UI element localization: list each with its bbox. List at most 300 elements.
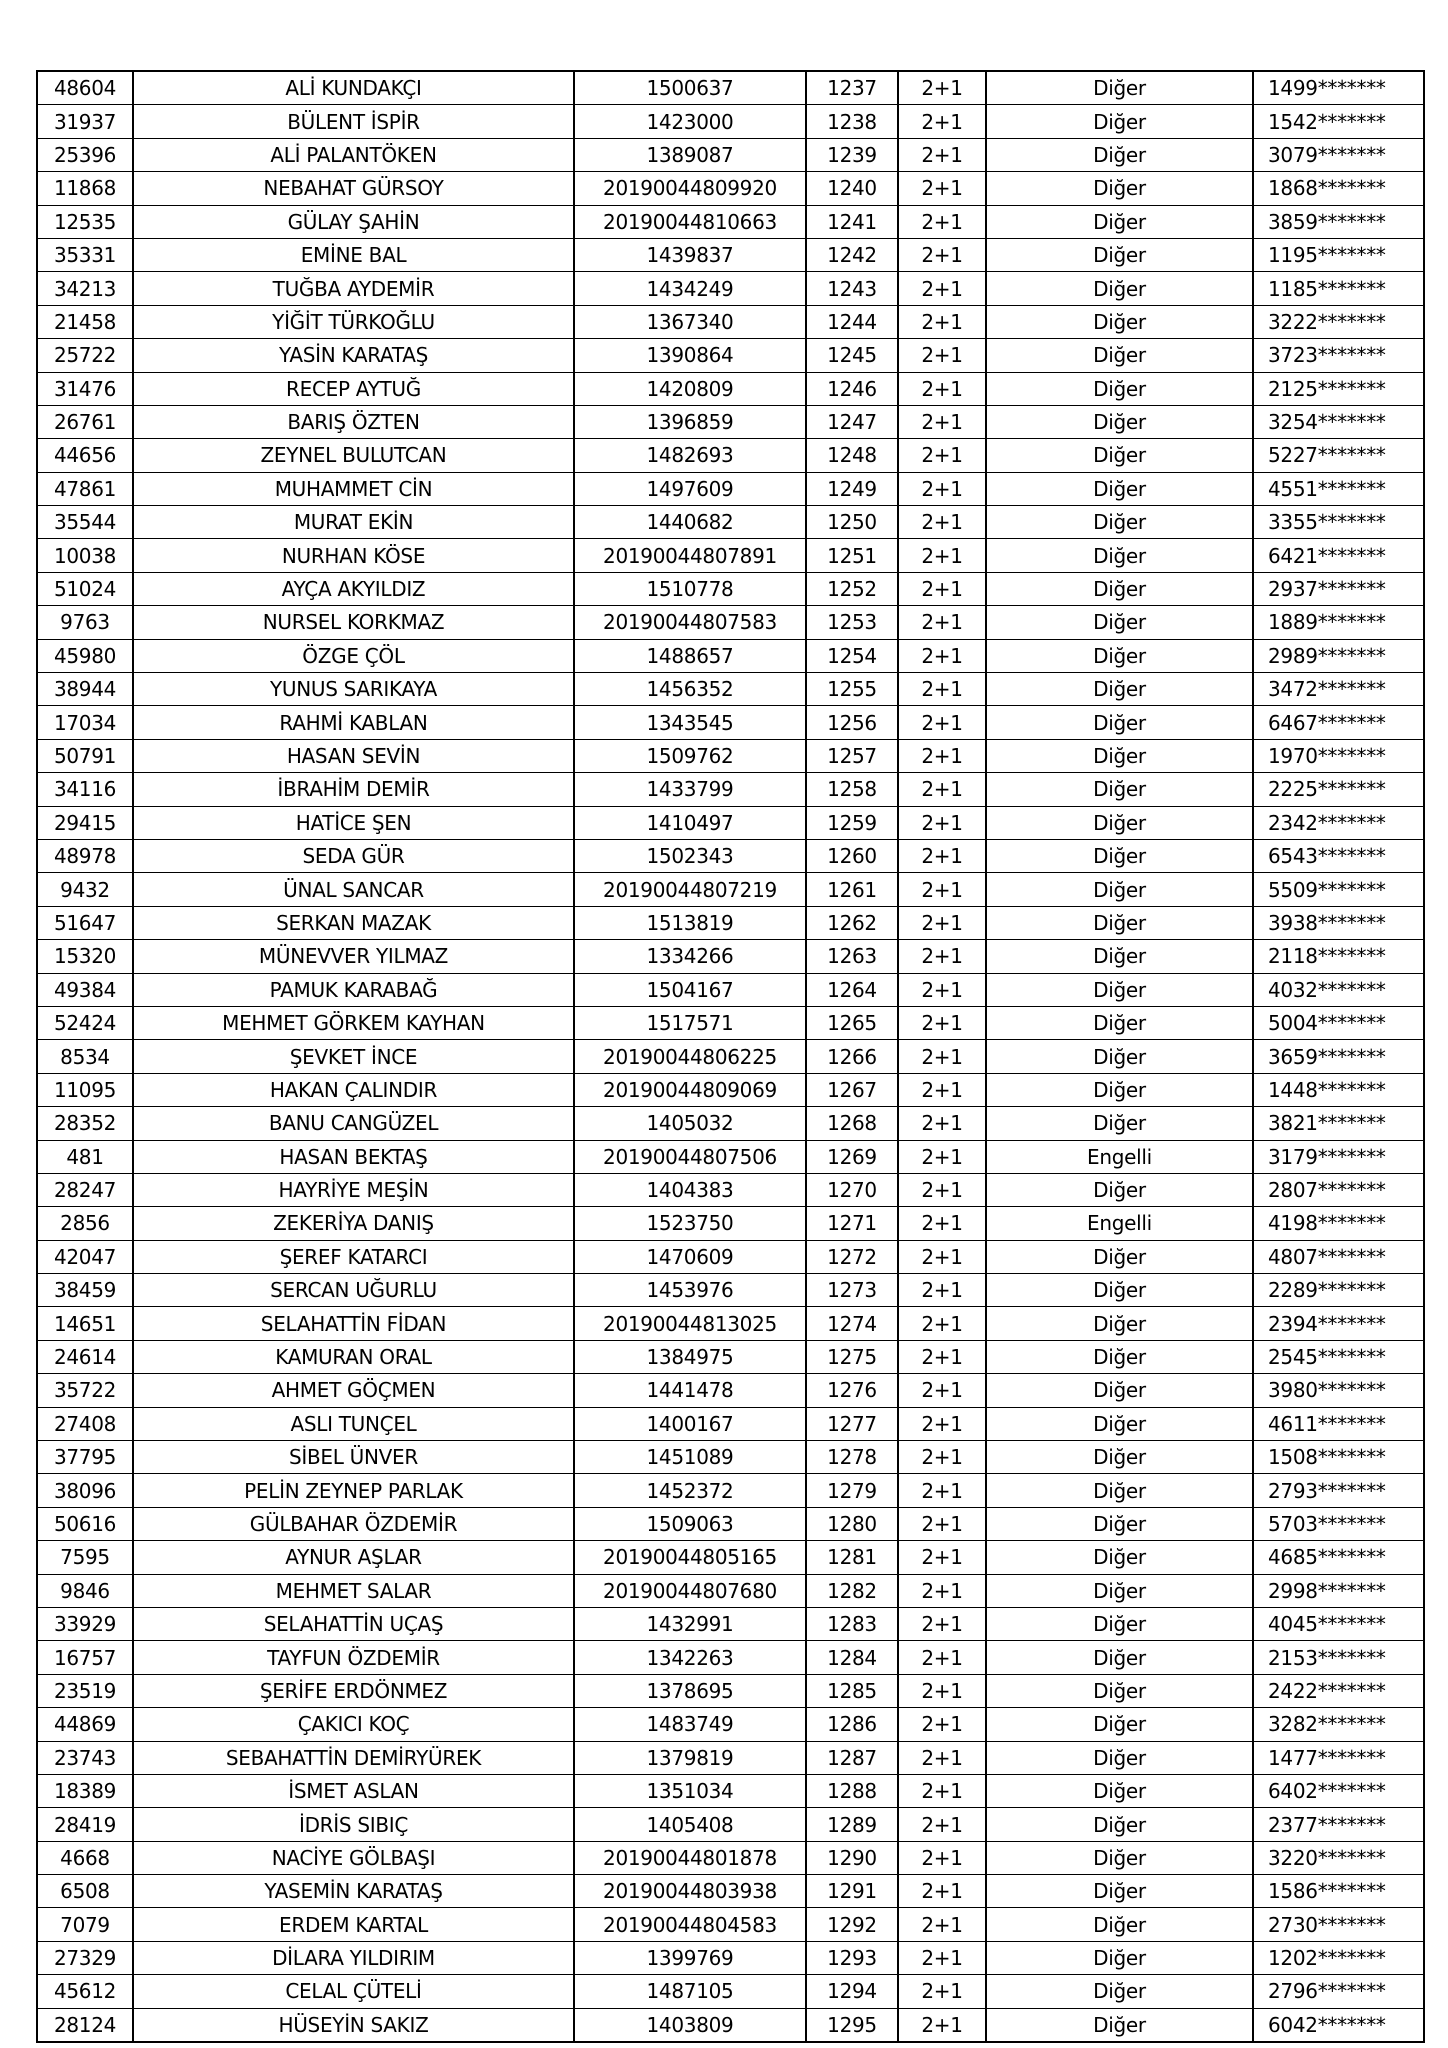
room-type-cell: 2+1	[898, 1975, 986, 2008]
masked-id-cell: 4032*******	[1253, 973, 1424, 1006]
order-number-cell: 1272	[806, 1240, 898, 1273]
application-number-cell: 1451089	[574, 1441, 806, 1474]
order-number-cell: 1265	[806, 1006, 898, 1039]
masked-id-cell: 1477*******	[1253, 1741, 1424, 1774]
category-cell: Diğer	[986, 1274, 1253, 1307]
masked-id-cell: 1970*******	[1253, 739, 1424, 772]
application-number-cell: 20190044813025	[574, 1307, 806, 1340]
masked-id-cell: 2730*******	[1253, 1908, 1424, 1941]
application-number-cell: 20190044807506	[574, 1140, 806, 1173]
name-cell: MUHAMMET CİN	[133, 472, 574, 505]
application-number-cell: 1403809	[574, 2008, 806, 2042]
masked-id-cell: 4198*******	[1253, 1207, 1424, 1240]
category-cell: Diğer	[986, 1908, 1253, 1941]
name-cell: ALİ PALANTÖKEN	[133, 138, 574, 171]
row-id-cell: 35544	[37, 506, 133, 539]
category-cell: Diğer	[986, 1708, 1253, 1741]
row-id-cell: 51024	[37, 572, 133, 605]
table-row	[37, 2008, 1424, 2042]
order-number-cell: 1238	[806, 105, 898, 138]
category-cell: Diğer	[986, 1006, 1253, 1039]
category-cell: Diğer	[986, 572, 1253, 605]
masked-id-cell: 2937*******	[1253, 572, 1424, 605]
application-number-cell: 1420809	[574, 372, 806, 405]
name-cell: ŞEREF KATARCI	[133, 1240, 574, 1273]
name-cell: ALİ KUNDAKÇI	[133, 71, 574, 105]
order-number-cell: 1281	[806, 1541, 898, 1574]
row-id-cell: 48604	[37, 71, 133, 105]
room-type-cell: 2+1	[898, 1541, 986, 1574]
masked-id-cell: 4551*******	[1253, 472, 1424, 505]
masked-id-cell: 4045*******	[1253, 1607, 1424, 1640]
table-row	[37, 238, 1424, 271]
category-cell: Diğer	[986, 1374, 1253, 1407]
application-number-cell: 1523750	[574, 1207, 806, 1240]
room-type-cell: 2+1	[898, 1240, 986, 1273]
room-type-cell: 2+1	[898, 706, 986, 739]
name-cell: PAMUK KARABAĞ	[133, 973, 574, 1006]
table-row	[37, 1140, 1424, 1173]
row-id-cell: 33929	[37, 1607, 133, 1640]
name-cell: DİLARA YILDIRIM	[133, 1941, 574, 1974]
masked-id-cell: 5227*******	[1253, 439, 1424, 472]
category-cell: Diğer	[986, 138, 1253, 171]
category-cell: Diğer	[986, 1340, 1253, 1373]
room-type-cell: 2+1	[898, 1140, 986, 1173]
order-number-cell: 1295	[806, 2008, 898, 2042]
table-row	[37, 639, 1424, 672]
name-cell: ZEYNEL BULUTCAN	[133, 439, 574, 472]
row-id-cell: 35722	[37, 1374, 133, 1407]
table-row	[37, 1541, 1424, 1574]
row-id-cell: 9763	[37, 606, 133, 639]
name-cell: NEBAHAT GÜRSOY	[133, 172, 574, 205]
name-cell: SEDA GÜR	[133, 839, 574, 872]
category-cell: Diğer	[986, 105, 1253, 138]
row-id-cell: 47861	[37, 472, 133, 505]
masked-id-cell: 2422*******	[1253, 1674, 1424, 1707]
category-cell: Diğer	[986, 1507, 1253, 1540]
name-cell: MEHMET GÖRKEM KAYHAN	[133, 1006, 574, 1039]
order-number-cell: 1276	[806, 1374, 898, 1407]
category-cell: Diğer	[986, 1875, 1253, 1908]
room-type-cell: 2+1	[898, 906, 986, 939]
application-number-cell: 1453976	[574, 1274, 806, 1307]
category-cell: Diğer	[986, 773, 1253, 806]
category-cell: Diğer	[986, 439, 1253, 472]
row-id-cell: 38944	[37, 673, 133, 706]
table-row	[37, 1374, 1424, 1407]
application-number-cell: 1434249	[574, 272, 806, 305]
application-number-cell: 1482693	[574, 439, 806, 472]
name-cell: MURAT EKİN	[133, 506, 574, 539]
row-id-cell: 37795	[37, 1441, 133, 1474]
row-id-cell: 15320	[37, 940, 133, 973]
application-number-cell: 1509063	[574, 1507, 806, 1540]
table-row	[37, 138, 1424, 171]
row-id-cell: 21458	[37, 305, 133, 338]
room-type-cell: 2+1	[898, 1941, 986, 1974]
table-row	[37, 1340, 1424, 1373]
order-number-cell: 1242	[806, 238, 898, 271]
name-cell: YASEMİN KARATAŞ	[133, 1875, 574, 1908]
category-cell: Diğer	[986, 873, 1253, 906]
masked-id-cell: 1508*******	[1253, 1441, 1424, 1474]
application-number-cell: 1500637	[574, 71, 806, 105]
name-cell: HÜSEYİN SAKIZ	[133, 2008, 574, 2042]
masked-id-cell: 2125*******	[1253, 372, 1424, 405]
table-row	[37, 1240, 1424, 1273]
masked-id-cell: 2989*******	[1253, 639, 1424, 672]
masked-id-cell: 3222*******	[1253, 305, 1424, 338]
row-id-cell: 17034	[37, 706, 133, 739]
category-cell: Diğer	[986, 539, 1253, 572]
room-type-cell: 2+1	[898, 272, 986, 305]
row-id-cell: 28247	[37, 1173, 133, 1206]
row-id-cell: 50616	[37, 1507, 133, 1540]
row-id-cell: 481	[37, 1140, 133, 1173]
order-number-cell: 1293	[806, 1941, 898, 1974]
table-row	[37, 1207, 1424, 1240]
table-row	[37, 1941, 1424, 1974]
order-number-cell: 1269	[806, 1140, 898, 1173]
row-id-cell: 24614	[37, 1340, 133, 1373]
name-cell: RAHMİ KABLAN	[133, 706, 574, 739]
application-number-cell: 1378695	[574, 1674, 806, 1707]
masked-id-cell: 2377*******	[1253, 1808, 1424, 1841]
table-row	[37, 1607, 1424, 1640]
application-number-cell: 1390864	[574, 339, 806, 372]
table-row	[37, 506, 1424, 539]
application-number-cell: 1513819	[574, 906, 806, 939]
category-cell: Diğer	[986, 472, 1253, 505]
masked-id-cell: 3282*******	[1253, 1708, 1424, 1741]
name-cell: HAYRİYE MEŞİN	[133, 1173, 574, 1206]
name-cell: BARIŞ ÖZTEN	[133, 405, 574, 438]
room-type-cell: 2+1	[898, 1173, 986, 1206]
row-id-cell: 6508	[37, 1875, 133, 1908]
room-type-cell: 2+1	[898, 1841, 986, 1874]
name-cell: ÜNAL SANCAR	[133, 873, 574, 906]
order-number-cell: 1243	[806, 272, 898, 305]
row-id-cell: 14651	[37, 1307, 133, 1340]
order-number-cell: 1247	[806, 405, 898, 438]
category-cell: Diğer	[986, 2008, 1253, 2042]
room-type-cell: 2+1	[898, 572, 986, 605]
masked-id-cell: 3254*******	[1253, 405, 1424, 438]
application-number-cell: 1384975	[574, 1340, 806, 1373]
name-cell: RECEP AYTUĞ	[133, 372, 574, 405]
category-cell: Diğer	[986, 339, 1253, 372]
masked-id-cell: 3723*******	[1253, 339, 1424, 372]
order-number-cell: 1249	[806, 472, 898, 505]
category-cell: Engelli	[986, 1140, 1253, 1173]
category-cell: Diğer	[986, 973, 1253, 1006]
row-id-cell: 25722	[37, 339, 133, 372]
order-number-cell: 1240	[806, 172, 898, 205]
table-row	[37, 405, 1424, 438]
room-type-cell: 2+1	[898, 1073, 986, 1106]
application-number-cell: 1470609	[574, 1240, 806, 1273]
masked-id-cell: 1889*******	[1253, 606, 1424, 639]
masked-id-cell: 3472*******	[1253, 673, 1424, 706]
masked-id-cell: 1542*******	[1253, 105, 1424, 138]
category-cell: Diğer	[986, 1474, 1253, 1507]
category-cell: Engelli	[986, 1207, 1253, 1240]
room-type-cell: 2+1	[898, 1006, 986, 1039]
table-row	[37, 1040, 1424, 1073]
category-cell: Diğer	[986, 172, 1253, 205]
order-number-cell: 1285	[806, 1674, 898, 1707]
room-type-cell: 2+1	[898, 739, 986, 772]
category-cell: Diğer	[986, 1607, 1253, 1640]
name-cell: YUNUS SARIKAYA	[133, 673, 574, 706]
name-cell: SİBEL ÜNVER	[133, 1441, 574, 1474]
application-number-cell: 1510778	[574, 572, 806, 605]
table-row	[37, 272, 1424, 305]
application-number-cell: 1410497	[574, 806, 806, 839]
row-id-cell: 2856	[37, 1207, 133, 1240]
category-cell: Diğer	[986, 673, 1253, 706]
category-cell: Diğer	[986, 940, 1253, 973]
order-number-cell: 1257	[806, 739, 898, 772]
category-cell: Diğer	[986, 839, 1253, 872]
category-cell: Diğer	[986, 1541, 1253, 1574]
room-type-cell: 2+1	[898, 973, 986, 1006]
masked-id-cell: 2793*******	[1253, 1474, 1424, 1507]
order-number-cell: 1244	[806, 305, 898, 338]
order-number-cell: 1294	[806, 1975, 898, 2008]
application-number-cell: 1343545	[574, 706, 806, 739]
table-row	[37, 105, 1424, 138]
room-type-cell: 2+1	[898, 1407, 986, 1440]
order-number-cell: 1267	[806, 1073, 898, 1106]
room-type-cell: 2+1	[898, 138, 986, 171]
room-type-cell: 2+1	[898, 1274, 986, 1307]
category-cell: Diğer	[986, 71, 1253, 105]
masked-id-cell: 2394*******	[1253, 1307, 1424, 1340]
table-row	[37, 606, 1424, 639]
order-number-cell: 1273	[806, 1274, 898, 1307]
category-cell: Diğer	[986, 1808, 1253, 1841]
table-row	[37, 1107, 1424, 1140]
table-row	[37, 1274, 1424, 1307]
name-cell: SERKAN MAZAK	[133, 906, 574, 939]
order-number-cell: 1284	[806, 1641, 898, 1674]
room-type-cell: 2+1	[898, 839, 986, 872]
masked-id-cell: 1868*******	[1253, 172, 1424, 205]
row-id-cell: 45980	[37, 639, 133, 672]
application-number-cell: 1405408	[574, 1808, 806, 1841]
name-cell: İDRİS SIBIÇ	[133, 1808, 574, 1841]
masked-id-cell: 1586*******	[1253, 1875, 1424, 1908]
application-number-cell: 20190044810663	[574, 205, 806, 238]
category-cell: Diğer	[986, 806, 1253, 839]
order-number-cell: 1277	[806, 1407, 898, 1440]
room-type-cell: 2+1	[898, 205, 986, 238]
order-number-cell: 1280	[806, 1507, 898, 1540]
row-id-cell: 28352	[37, 1107, 133, 1140]
room-type-cell: 2+1	[898, 405, 986, 438]
application-number-cell: 20190044805165	[574, 1541, 806, 1574]
table-row	[37, 739, 1424, 772]
masked-id-cell: 6543*******	[1253, 839, 1424, 872]
room-type-cell: 2+1	[898, 1040, 986, 1073]
row-id-cell: 29415	[37, 806, 133, 839]
application-number-cell: 1342263	[574, 1641, 806, 1674]
row-id-cell: 42047	[37, 1240, 133, 1273]
table-row	[37, 773, 1424, 806]
row-id-cell: 38459	[37, 1274, 133, 1307]
name-cell: ÇAKICI KOÇ	[133, 1708, 574, 1741]
row-id-cell: 27408	[37, 1407, 133, 1440]
row-id-cell: 18389	[37, 1774, 133, 1807]
application-number-cell: 1517571	[574, 1006, 806, 1039]
application-number-cell: 1441478	[574, 1374, 806, 1407]
name-cell: PELİN ZEYNEP PARLAK	[133, 1474, 574, 1507]
row-id-cell: 7595	[37, 1541, 133, 1574]
application-number-cell: 1351034	[574, 1774, 806, 1807]
room-type-cell: 2+1	[898, 2008, 986, 2042]
application-number-cell: 20190044807219	[574, 873, 806, 906]
order-number-cell: 1283	[806, 1607, 898, 1640]
category-cell: Diğer	[986, 272, 1253, 305]
masked-id-cell: 2342*******	[1253, 806, 1424, 839]
row-id-cell: 28419	[37, 1808, 133, 1841]
table-row	[37, 1507, 1424, 1540]
row-id-cell: 52424	[37, 1006, 133, 1039]
table-row	[37, 1908, 1424, 1941]
room-type-cell: 2+1	[898, 71, 986, 105]
row-id-cell: 31937	[37, 105, 133, 138]
name-cell: AYÇA AKYILDIZ	[133, 572, 574, 605]
order-number-cell: 1271	[806, 1207, 898, 1240]
order-number-cell: 1246	[806, 372, 898, 405]
results-table	[36, 70, 1425, 2043]
order-number-cell: 1261	[806, 873, 898, 906]
category-cell: Diğer	[986, 1073, 1253, 1106]
masked-id-cell: 2225*******	[1253, 773, 1424, 806]
row-id-cell: 44869	[37, 1708, 133, 1741]
room-type-cell: 2+1	[898, 806, 986, 839]
application-number-cell: 1433799	[574, 773, 806, 806]
room-type-cell: 2+1	[898, 539, 986, 572]
room-type-cell: 2+1	[898, 1908, 986, 1941]
room-type-cell: 2+1	[898, 1574, 986, 1607]
application-number-cell: 1487105	[574, 1975, 806, 2008]
room-type-cell: 2+1	[898, 372, 986, 405]
row-id-cell: 23743	[37, 1741, 133, 1774]
order-number-cell: 1255	[806, 673, 898, 706]
application-number-cell: 1334266	[574, 940, 806, 973]
room-type-cell: 2+1	[898, 1641, 986, 1674]
order-number-cell: 1268	[806, 1107, 898, 1140]
table-row	[37, 1307, 1424, 1340]
application-number-cell: 1389087	[574, 138, 806, 171]
order-number-cell: 1260	[806, 839, 898, 872]
order-number-cell: 1250	[806, 506, 898, 539]
name-cell: MEHMET SALAR	[133, 1574, 574, 1607]
room-type-cell: 2+1	[898, 639, 986, 672]
room-type-cell: 2+1	[898, 1674, 986, 1707]
application-number-cell: 20190044809920	[574, 172, 806, 205]
order-number-cell: 1266	[806, 1040, 898, 1073]
room-type-cell: 2+1	[898, 1808, 986, 1841]
row-id-cell: 45612	[37, 1975, 133, 2008]
order-number-cell: 1256	[806, 706, 898, 739]
order-number-cell: 1253	[806, 606, 898, 639]
application-number-cell: 1452372	[574, 1474, 806, 1507]
row-id-cell: 4668	[37, 1841, 133, 1874]
application-number-cell: 1439837	[574, 238, 806, 271]
name-cell: GÜLAY ŞAHİN	[133, 205, 574, 238]
table-row	[37, 439, 1424, 472]
table-row	[37, 706, 1424, 739]
category-cell: Diğer	[986, 639, 1253, 672]
category-cell: Diğer	[986, 1407, 1253, 1440]
order-number-cell: 1292	[806, 1908, 898, 1941]
row-id-cell: 9432	[37, 873, 133, 906]
table-row	[37, 1875, 1424, 1908]
masked-id-cell: 3821*******	[1253, 1107, 1424, 1140]
room-type-cell: 2+1	[898, 673, 986, 706]
row-id-cell: 8534	[37, 1040, 133, 1073]
order-number-cell: 1245	[806, 339, 898, 372]
order-number-cell: 1278	[806, 1441, 898, 1474]
name-cell: BANU CANGÜZEL	[133, 1107, 574, 1140]
table-row	[37, 472, 1424, 505]
masked-id-cell: 3355*******	[1253, 506, 1424, 539]
category-cell: Diğer	[986, 1574, 1253, 1607]
category-cell: Diğer	[986, 1975, 1253, 2008]
name-cell: İBRAHİM DEMİR	[133, 773, 574, 806]
name-cell: ERDEM KARTAL	[133, 1908, 574, 1941]
room-type-cell: 2+1	[898, 172, 986, 205]
masked-id-cell: 5509*******	[1253, 873, 1424, 906]
masked-id-cell: 6467*******	[1253, 706, 1424, 739]
table-row	[37, 906, 1424, 939]
application-number-cell: 1488657	[574, 639, 806, 672]
name-cell: TUĞBA AYDEMİR	[133, 272, 574, 305]
category-cell: Diğer	[986, 1441, 1253, 1474]
table-row	[37, 539, 1424, 572]
order-number-cell: 1270	[806, 1173, 898, 1206]
row-id-cell: 34213	[37, 272, 133, 305]
room-type-cell: 2+1	[898, 1875, 986, 1908]
order-number-cell: 1291	[806, 1875, 898, 1908]
room-type-cell: 2+1	[898, 1774, 986, 1807]
order-number-cell: 1286	[806, 1708, 898, 1741]
row-id-cell: 48978	[37, 839, 133, 872]
category-cell: Diğer	[986, 1674, 1253, 1707]
order-number-cell: 1274	[806, 1307, 898, 1340]
order-number-cell: 1258	[806, 773, 898, 806]
application-number-cell: 20190044809069	[574, 1073, 806, 1106]
name-cell: ZEKERİYA DANIŞ	[133, 1207, 574, 1240]
masked-id-cell: 3220*******	[1253, 1841, 1424, 1874]
category-cell: Diğer	[986, 1841, 1253, 1874]
name-cell: NURSEL KORKMAZ	[133, 606, 574, 639]
order-number-cell: 1259	[806, 806, 898, 839]
room-type-cell: 2+1	[898, 1207, 986, 1240]
masked-id-cell: 1202*******	[1253, 1941, 1424, 1974]
table-row	[37, 1674, 1424, 1707]
order-number-cell: 1288	[806, 1774, 898, 1807]
application-number-cell: 1432991	[574, 1607, 806, 1640]
order-number-cell: 1241	[806, 205, 898, 238]
room-type-cell: 2+1	[898, 238, 986, 271]
table-row	[37, 1708, 1424, 1741]
